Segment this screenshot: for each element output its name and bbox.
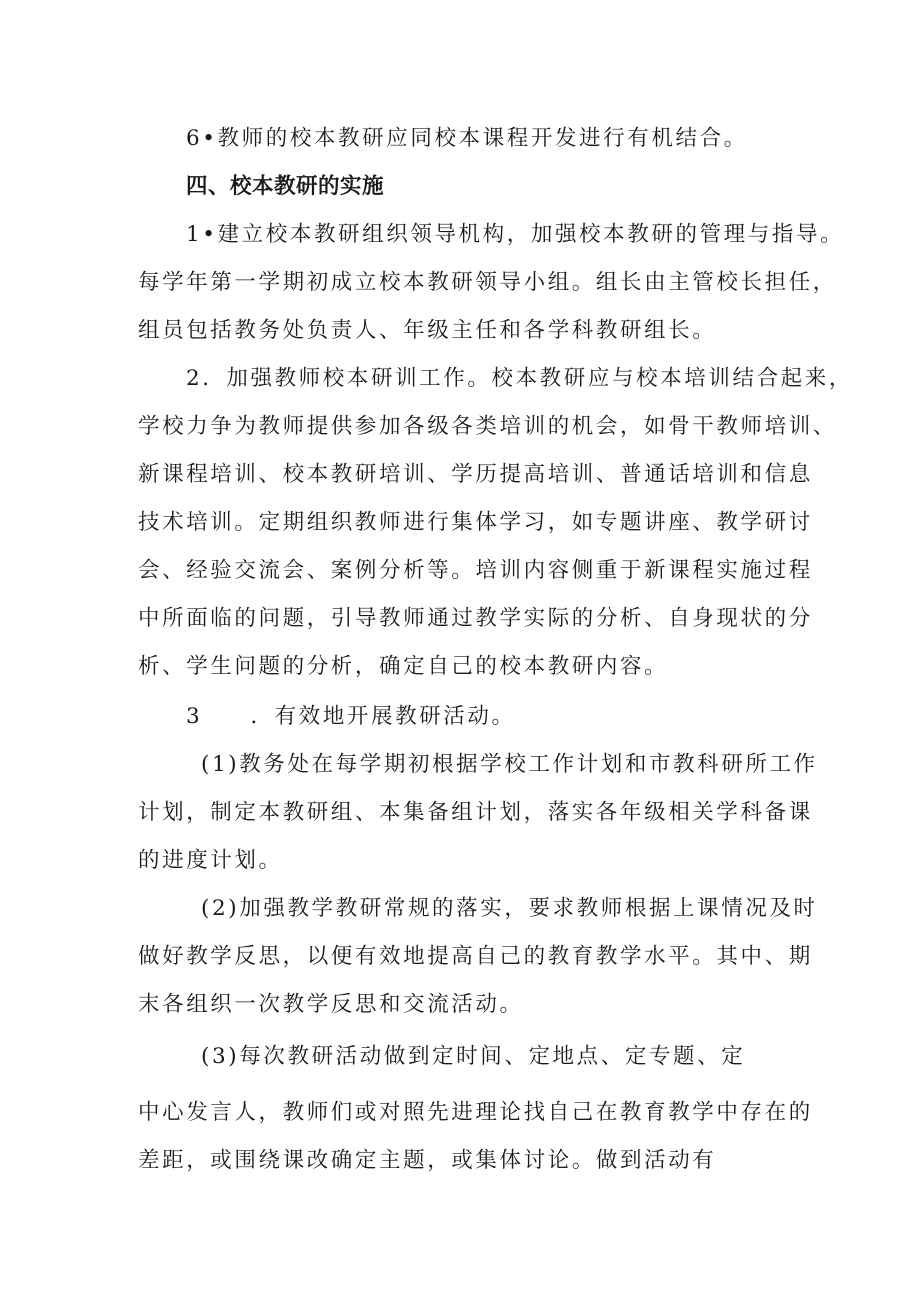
item-2-line-6: 中所面临的问题，引导教师通过教学实际的分析、自身现状的分 [138,606,813,631]
item-1-line-3: 组员包括教务处负责人、年级主任和各学科教研组长。 [138,318,717,343]
subitem-1-line-1: (1)教务处在每学期初根据学校工作计划和市教科研所工作 [201,752,818,777]
subitem-1-line-2: 计划，制定本教研组、本集备组计划，落实各年级相关学科备课 [138,800,813,825]
subitem-2-line-2: 做好教学反思，以便有效地提高自己的教育教学水平。其中、期 [138,944,813,969]
item-2-line-5: 会、经验交流会、案例分析等。培训内容侧重于新课程实施过程 [138,558,813,583]
item-1-line-2: 每学年第一学期初成立校本教研领导小组。组长由主管校长担任， [138,270,837,295]
section-heading: 四、校本教研的实施 [186,174,385,199]
item-2-line-1: 2．加强教师校本研训工作。校本教研应与校本培训结合起来， [186,366,853,391]
paragraph-line-6: 6•教师的校本教研应同校本课程开发进行有机结合。 [186,126,748,151]
item-2-line-4: 技术培训。定期组织教师进行集体学习，如专题讲座、教学研讨 [138,510,813,535]
subitem-2-line-1: (2)加强教学教研常规的落实，要求教师根据上课情况及时 [201,896,818,921]
subitem-2-line-3: 末各组织一次教学反思和交流活动。 [138,992,524,1017]
item-2-line-7: 析、学生问题的分析，确定自己的校本教研内容。 [138,654,669,679]
subitem-3-line-1: (3)每次教研活动做到定时间、定地点、定专题、定 [201,1044,746,1069]
item-3-heading: 3 ．有效地开展教研活动。 [186,704,516,729]
subitem-3-line-3: 差距，或围绕课改确定主题，或集体讨论。做到活动有 [138,1148,717,1173]
item-1-line-1: 1•建立校本教研组织领导机构，加强校本教研的管理与指导。 [186,222,845,247]
item-2-line-2: 学校力争为教师提供参加各级各类培训的机会，如骨干教师培训、 [138,414,837,439]
item-2-line-3: 新课程培训、校本教研培训、学历提高培训、普通话培训和信息 [138,462,813,487]
subitem-1-line-3: 的进度计划。 [138,848,283,873]
subitem-3-line-2: 中心发言人，教师们或对照先进理论找自己在教育教学中存在的 [138,1100,813,1125]
